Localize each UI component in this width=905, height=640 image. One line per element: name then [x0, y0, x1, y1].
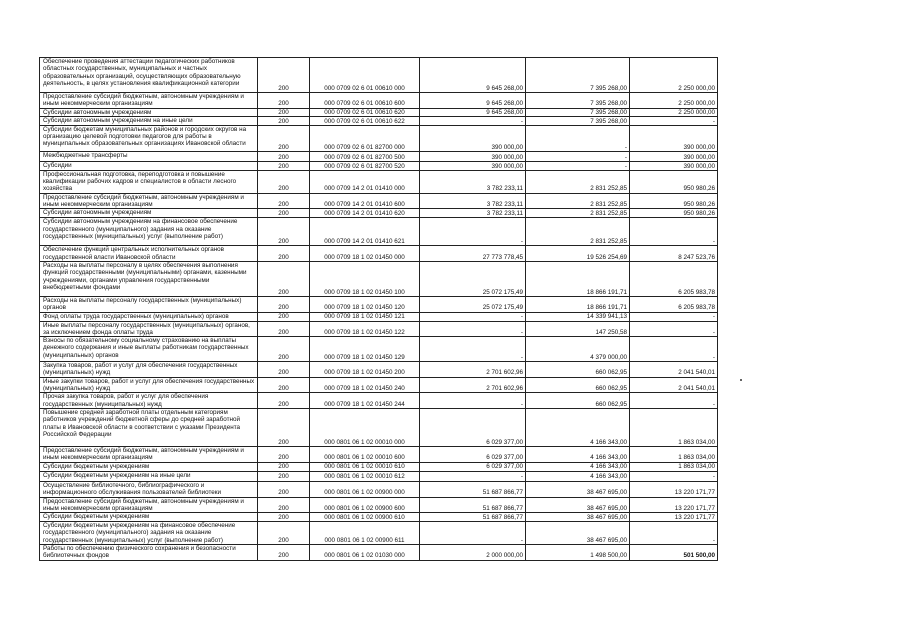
row-code: 200 — [258, 513, 310, 522]
row-unexecuted-amount: 390 000,00 — [630, 161, 718, 170]
row-approved-amount: 2 000 000,00 — [420, 545, 526, 561]
row-name: Субсидии автономным учреждениям на иные цели — [40, 116, 258, 125]
table-row — [40, 497, 718, 513]
row-unexecuted-amount: 2 250 000,00 — [630, 58, 718, 93]
row-unexecuted-amount: 390 000,00 — [630, 151, 718, 161]
row-name: Обеспечение функций центральных исполнительных органов государственной власти Ивановской области — [40, 246, 258, 262]
row-approved-amount: 390 000,00 — [420, 125, 526, 151]
budget-execution-table — [39, 57, 718, 561]
row-name: Предоставление субсидий бюджетным, автономным учреждениям и иным некоммерческим организациям — [40, 93, 258, 109]
row-unexecuted-amount: 950 980,26 — [630, 209, 718, 218]
row-unexecuted-amount: 6 205 983,78 — [630, 261, 718, 296]
row-budget-code: 000 0801 06 1 02 01030 000 — [310, 545, 420, 561]
row-approved-amount: 9 645 268,00 — [420, 108, 526, 116]
table-row — [40, 108, 718, 116]
row-unexecuted-amount: - — [630, 321, 718, 337]
row-name: Субсидии автономным учреждениям — [40, 108, 258, 116]
table-row — [40, 377, 718, 393]
row-executed-amount: 2 831 252,85 — [526, 209, 630, 218]
row-approved-amount: - — [420, 393, 526, 409]
row-code: 200 — [258, 261, 310, 296]
row-name: Прочая закупка товаров, работ и услуг для обеспечения государственных (муниципальных) нужд — [40, 393, 258, 409]
row-executed-amount: - — [526, 125, 630, 151]
row-executed-amount: 38 467 695,00 — [526, 497, 630, 513]
row-executed-amount: 4 379 000,00 — [526, 337, 630, 362]
row-name: Иные закупки товаров, работ и услуг для обеспечения государственных (муниципальных) нужд — [40, 377, 258, 393]
row-budget-code: 000 0801 06 1 02 00010 610 — [310, 462, 420, 471]
row-name: Субсидии бюджетным учреждениям — [40, 513, 258, 522]
row-code: 200 — [258, 58, 310, 93]
table-row — [40, 246, 718, 262]
row-budget-code: 000 0709 18 1 02 01450 200 — [310, 362, 420, 378]
table-row — [40, 116, 718, 125]
row-name: Субсидии бюджетам муниципальных районов и городских округов на организацию целевой подготовки педагогов для работы в муниципальных образовательных организациях Ивановской области — [40, 125, 258, 151]
row-budget-code: 000 0709 02 6 01 00610 620 — [310, 108, 420, 116]
table-row — [40, 312, 718, 321]
row-executed-amount: 4 166 343,00 — [526, 446, 630, 462]
row-code: 200 — [258, 408, 310, 446]
row-name: Осуществление библиотечного, библиографического и информационного обслуживания пользователей библиотеки — [40, 481, 258, 497]
row-name: Закупка товаров, работ и услуг для обеспечения государственных (муниципальных) нужд — [40, 362, 258, 378]
table-row — [40, 408, 718, 446]
table-row — [40, 58, 718, 93]
row-approved-amount: 25 072 175,49 — [420, 296, 526, 312]
row-approved-amount: 2 701 602,96 — [420, 362, 526, 378]
row-executed-amount: 7 395 268,00 — [526, 93, 630, 109]
row-name: Субсидии бюджетным учреждениям — [40, 462, 258, 471]
row-approved-amount: 51 687 866,77 — [420, 481, 526, 497]
row-code: 200 — [258, 209, 310, 218]
row-code: 200 — [258, 151, 310, 161]
table-row — [40, 125, 718, 151]
row-unexecuted-amount: 390 000,00 — [630, 125, 718, 151]
row-unexecuted-amount: - — [630, 337, 718, 362]
row-budget-code: 000 0801 06 1 02 00900 610 — [310, 513, 420, 522]
row-budget-code: 000 0709 02 6 01 82700 520 — [310, 161, 420, 170]
table-row — [40, 209, 718, 218]
row-code: 200 — [258, 312, 310, 321]
row-name: Иные выплаты персоналу государственных (муниципальных) органов, за исключением фонда оплаты труда — [40, 321, 258, 337]
row-budget-code: 000 0709 02 6 01 00610 600 — [310, 93, 420, 109]
row-executed-amount: - — [526, 151, 630, 161]
row-budget-code: 000 0801 06 1 02 00900 000 — [310, 481, 420, 497]
row-approved-amount: 27 773 778,45 — [420, 246, 526, 262]
row-name: Профессиональная подготовка, переподготовка и повышение квалификации рабочих кадров и специалистов в области лесного хозяйства — [40, 170, 258, 193]
row-code: 200 — [258, 446, 310, 462]
row-code: 200 — [258, 522, 310, 545]
row-code: 200 — [258, 377, 310, 393]
row-code: 200 — [258, 321, 310, 337]
table-row — [40, 261, 718, 296]
row-executed-amount: 38 467 695,00 — [526, 522, 630, 545]
table-row — [40, 481, 718, 497]
row-budget-code: 000 0709 18 1 02 01450 122 — [310, 321, 420, 337]
row-code: 200 — [258, 193, 310, 209]
row-executed-amount: 660 062,95 — [526, 377, 630, 393]
row-name: Субсидии бюджетным учреждениям на финансовое обеспечение государственного (муниципального) задания на оказание государственных (муниципальных) услуг (выполнение работ) — [40, 522, 258, 545]
row-budget-code: 000 0801 06 1 02 00010 000 — [310, 408, 420, 446]
row-unexecuted-amount: 1 863 034,00 — [630, 446, 718, 462]
table-row — [40, 446, 718, 462]
row-unexecuted-amount: 950 980,26 — [630, 170, 718, 193]
row-budget-code: 000 0709 18 1 02 01450 121 — [310, 312, 420, 321]
row-code: 200 — [258, 393, 310, 409]
row-executed-amount: 18 866 191,71 — [526, 296, 630, 312]
table-row — [40, 337, 718, 362]
table-row — [40, 462, 718, 471]
row-executed-amount: 38 467 695,00 — [526, 481, 630, 497]
row-executed-amount: 7 395 268,00 — [526, 108, 630, 116]
row-executed-amount: 18 866 191,71 — [526, 261, 630, 296]
table-row — [40, 93, 718, 109]
row-approved-amount: 390 000,00 — [420, 151, 526, 161]
row-code: 200 — [258, 471, 310, 481]
row-approved-amount: - — [420, 218, 526, 246]
row-executed-amount: 19 526 254,69 — [526, 246, 630, 262]
row-code: 200 — [258, 497, 310, 513]
row-unexecuted-amount: 2 041 540,01 — [630, 362, 718, 378]
row-code: 200 — [258, 545, 310, 561]
table-row — [40, 545, 718, 561]
row-executed-amount: 4 166 343,00 — [526, 471, 630, 481]
row-budget-code: 000 0801 06 1 02 00900 611 — [310, 522, 420, 545]
row-unexecuted-amount: 2 041 540,01 — [630, 377, 718, 393]
row-budget-code: 000 0709 02 6 01 00610 000 — [310, 58, 420, 93]
table-row — [40, 193, 718, 209]
row-name: Предоставление субсидий бюджетным, автономным учреждениям и иным некоммерческим организациям — [40, 193, 258, 209]
row-budget-code: 000 0709 18 1 02 01450 240 — [310, 377, 420, 393]
row-name: Субсидии автономным учреждениям на финансовое обеспечение государственного (муниципального) задания на оказание государственных (муниципальных) услуг (выполнение работ) — [40, 218, 258, 246]
row-unexecuted-amount: 6 205 983,78 — [630, 296, 718, 312]
row-executed-amount: - — [526, 161, 630, 170]
row-executed-amount: 38 467 695,00 — [526, 513, 630, 522]
row-approved-amount: 9 645 268,00 — [420, 93, 526, 109]
table-row — [40, 218, 718, 246]
row-executed-amount: 2 831 252,85 — [526, 170, 630, 193]
row-approved-amount: 6 029 377,00 — [420, 446, 526, 462]
row-unexecuted-amount: - — [630, 471, 718, 481]
row-code: 200 — [258, 116, 310, 125]
row-executed-amount: 4 166 343,00 — [526, 408, 630, 446]
row-code: 200 — [258, 337, 310, 362]
table-row — [40, 362, 718, 378]
row-approved-amount: - — [420, 471, 526, 481]
row-approved-amount: - — [420, 321, 526, 337]
row-approved-amount: 2 701 602,96 — [420, 377, 526, 393]
row-code: 200 — [258, 218, 310, 246]
row-executed-amount: 2 831 252,85 — [526, 193, 630, 209]
row-unexecuted-amount: 2 250 000,00 — [630, 108, 718, 116]
row-approved-amount: 3 782 233,11 — [420, 170, 526, 193]
row-approved-amount: 6 029 377,00 — [420, 462, 526, 471]
row-budget-code: 000 0709 02 6 01 82700 500 — [310, 151, 420, 161]
row-budget-code: 000 0709 18 1 02 01450 244 — [310, 393, 420, 409]
table-body — [40, 58, 718, 561]
table-row — [40, 471, 718, 481]
row-executed-amount: 147 250,58 — [526, 321, 630, 337]
row-unexecuted-amount: 8 247 523,76 — [630, 246, 718, 262]
row-code: 200 — [258, 462, 310, 471]
row-code: 200 — [258, 296, 310, 312]
row-name: Расходы на выплаты персоналу в целях обеспечения выполнения функций государственными (муниципальными) органами, казенными учреждениями, органами управления государственными внебюджетными фондами — [40, 261, 258, 296]
table-row — [40, 321, 718, 337]
row-executed-amount: 4 166 343,00 — [526, 462, 630, 471]
row-budget-code: 000 0709 14 2 01 01410 620 — [310, 209, 420, 218]
row-name: Фонд оплаты труда государственных (муниципальных) органов — [40, 312, 258, 321]
row-code: 200 — [258, 481, 310, 497]
row-unexecuted-amount: - — [630, 312, 718, 321]
row-unexecuted-amount: 1 863 034,00 — [630, 462, 718, 471]
row-name: Взносы по обязательному социальному страхованию на выплаты денежного содержания и иные выплаты работникам государственных (муниципальных) органов — [40, 337, 258, 362]
table-row — [40, 170, 718, 193]
row-budget-code: 000 0709 14 2 01 01410 621 — [310, 218, 420, 246]
row-unexecuted-amount: - — [630, 218, 718, 246]
row-code: 200 — [258, 93, 310, 109]
table-row — [40, 296, 718, 312]
table-row — [40, 161, 718, 170]
scan-speck — [740, 379, 742, 381]
row-name: Межбюджетные трансферты — [40, 151, 258, 161]
row-name: Субсидии автономным учреждениям — [40, 209, 258, 218]
row-approved-amount: 51 687 866,77 — [420, 497, 526, 513]
row-budget-code: 000 0709 14 2 01 01410 600 — [310, 193, 420, 209]
row-approved-amount: 6 029 377,00 — [420, 408, 526, 446]
row-approved-amount: - — [420, 312, 526, 321]
row-unexecuted-amount: - — [630, 393, 718, 409]
row-code: 200 — [258, 246, 310, 262]
row-unexecuted-amount: - — [630, 522, 718, 545]
row-budget-code: 000 0709 18 1 02 01450 000 — [310, 246, 420, 262]
row-approved-amount: 390 000,00 — [420, 161, 526, 170]
row-executed-amount: 1 498 500,00 — [526, 545, 630, 561]
row-budget-code: 000 0709 14 2 01 01410 000 — [310, 170, 420, 193]
row-approved-amount: 9 645 268,00 — [420, 58, 526, 93]
row-unexecuted-amount: 501 500,00 — [630, 545, 718, 561]
row-unexecuted-amount: 13 220 171,77 — [630, 513, 718, 522]
row-approved-amount: 3 782 233,11 — [420, 193, 526, 209]
row-name: Предоставление субсидий бюджетным, автономным учреждениям и иным некоммерческим организациям — [40, 446, 258, 462]
row-unexecuted-amount: 1 863 034,00 — [630, 408, 718, 446]
row-executed-amount: 660 062,95 — [526, 393, 630, 409]
row-name: Субсидии бюджетным учреждениям на иные цели — [40, 471, 258, 481]
row-approved-amount: 25 072 175,49 — [420, 261, 526, 296]
row-unexecuted-amount: 13 220 171,77 — [630, 497, 718, 513]
row-unexecuted-amount: 2 250 000,00 — [630, 93, 718, 109]
row-code: 200 — [258, 108, 310, 116]
table-row — [40, 393, 718, 409]
row-budget-code: 000 0709 02 6 01 82700 000 — [310, 125, 420, 151]
row-budget-code: 000 0709 18 1 02 01450 129 — [310, 337, 420, 362]
row-executed-amount: 7 395 268,00 — [526, 116, 630, 125]
row-budget-code: 000 0709 02 6 01 00610 622 — [310, 116, 420, 125]
row-name: Работы по обеспечению физического сохранения и безопасности библиотечных фондов — [40, 545, 258, 561]
row-code: 200 — [258, 161, 310, 170]
row-name: Обеспечение проведения аттестации педагогических работников областных государственных, муниципальных и частных образовательных организаций, осуществляющих образовательную деятельность, в целях установления квалификационной категории — [40, 58, 258, 93]
row-unexecuted-amount: - — [630, 116, 718, 125]
row-executed-amount: 660 062,95 — [526, 362, 630, 378]
row-executed-amount: 2 831 252,85 — [526, 218, 630, 246]
row-code: 200 — [258, 170, 310, 193]
table-row — [40, 513, 718, 522]
row-budget-code: 000 0709 18 1 02 01450 100 — [310, 261, 420, 296]
row-code: 200 — [258, 125, 310, 151]
row-unexecuted-amount: 13 220 171,77 — [630, 481, 718, 497]
row-code: 200 — [258, 362, 310, 378]
table-row — [40, 151, 718, 161]
row-name: Субсидии — [40, 161, 258, 170]
row-budget-code: 000 0801 06 1 02 00010 600 — [310, 446, 420, 462]
row-budget-code: 000 0709 18 1 02 01450 120 — [310, 296, 420, 312]
row-approved-amount: 51 687 866,77 — [420, 513, 526, 522]
row-name: Предоставление субсидий бюджетным, автономным учреждениям и иным некоммерческим организациям — [40, 497, 258, 513]
row-unexecuted-amount: 950 980,26 — [630, 193, 718, 209]
row-name: Повышение средней заработной платы отдельным категориям работников учреждений бюджетной сферы до средней заработной платы в Ивановской области в соответствии с указами Президента Российской Федерации — [40, 408, 258, 446]
table-row — [40, 522, 718, 545]
row-approved-amount: - — [420, 337, 526, 362]
row-budget-code: 000 0801 06 1 02 00900 600 — [310, 497, 420, 513]
row-name: Расходы на выплаты персоналу государственных (муниципальных) органов — [40, 296, 258, 312]
row-approved-amount: 3 782 233,11 — [420, 209, 526, 218]
row-approved-amount: - — [420, 116, 526, 125]
row-budget-code: 000 0801 06 1 02 00010 612 — [310, 471, 420, 481]
row-executed-amount: 7 395 268,00 — [526, 58, 630, 93]
row-approved-amount: - — [420, 522, 526, 545]
row-executed-amount: 14 339 941,13 — [526, 312, 630, 321]
